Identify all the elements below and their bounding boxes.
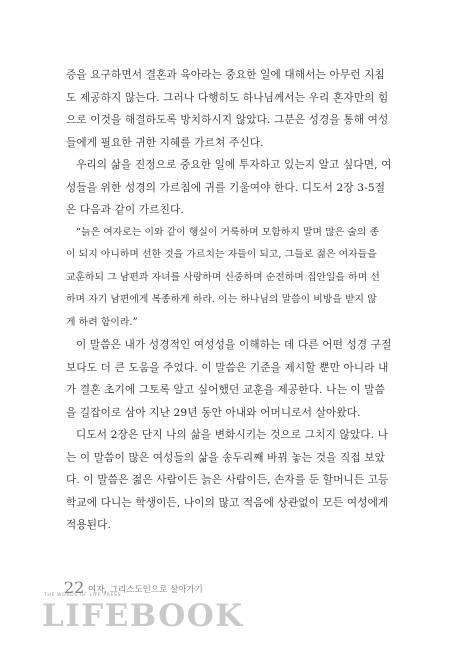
text-line: 이 말씀은 내가 성경적인 여성성을 이해하는 데 다른 어떤 성경 구절 — [76, 339, 392, 351]
lifebook-logo: LIFEBOOK — [42, 598, 244, 634]
scripture-quote — [66, 222, 406, 335]
text-line: 적용된다. — [66, 519, 112, 531]
text-line: 증을 요구하면서 결혼과 육아라는 중요한 일에 대해서는 아무런 지침 — [66, 69, 385, 81]
quote-line: “늙은 여자로는 이와 같이 행실이 거룩하며 모함하지 말며 많은 술의 종 — [76, 226, 380, 238]
text-line: 들에게 필요한 귀한 지혜를 가르쳐 주신다. — [66, 136, 264, 149]
paragraph — [66, 154, 406, 222]
paragraph-continued — [66, 64, 406, 154]
text-line: 다. 이 말씀은 젊은 사람이든 늙은 사람이든, 손자를 둔 할머니든 고등 — [66, 474, 389, 486]
paragraph — [66, 424, 406, 537]
page-number: 22 — [64, 578, 85, 597]
quote-line: 교훈하되 그 남편과 자녀를 사랑하며 신중하며 순전하며 집안일을 하며 선 — [66, 271, 380, 283]
book-subtitle: 여자, 그리스도인으로 살아가기 — [88, 585, 203, 595]
page-footer — [44, 578, 344, 634]
text-line: 학교에 다니는 학생이든, 나이의 많고 적음에 상관없이 모든 여성에게 — [66, 496, 389, 509]
publisher-tagline: THE WORDS OF LIFE PRESS — [44, 593, 122, 598]
text-line: 보다도 더 큰 도움을 주었다. 이 말씀은 기준을 제시할 뿐만 아니라 내 — [66, 361, 389, 374]
text-line: 도 제공하지 않는다. 그러나 다행히도 하나님께서는 우리 혼자만의 힘 — [66, 91, 389, 104]
text-line: 가 결혼 초기에 그토록 알고 싶어했던 교훈을 제공한다. 나는 이 말씀 — [66, 384, 386, 396]
text-line: 은 다음과 같이 가르친다. — [66, 204, 184, 216]
text-line: 우리의 삶을 진정으로 중요한 일에 투자하고 있는지 알고 싶다면, 여 — [76, 159, 392, 171]
quote-line: 하며 자기 남편에게 복종하게 하라. 이는 하나님의 말씀이 비방을 받지 않 — [66, 294, 377, 305]
paragraph — [66, 334, 406, 424]
text-line: 성들을 위한 성경의 가르침에 귀를 기울여야 한다. 디도서 2장 3-5절 — [66, 181, 386, 194]
quote-line: 이 되지 아니하며 선한 것을 가르치는 자들이 되고, 그들로 젊은 여자들을 — [66, 249, 377, 260]
quote-line: 게 하려 함이라.” — [66, 316, 138, 328]
body-text — [66, 64, 406, 537]
text-line: 는 이 말씀이 많은 여성들의 삶을 송두리째 바꿔 놓는 것을 직접 보았 — [66, 451, 386, 464]
text-line: 을 길잡이로 삼아 지난 29년 동안 아내와 어머니로서 살아왔다. — [66, 406, 361, 419]
text-line: 으로 이것을 해결하도록 방치하시지 않았다. 그분은 성경을 통해 여성 — [66, 114, 389, 126]
text-line: 디도서 2장은 단지 나의 삶을 변화시키는 것으로 그치지 않았다. 나 — [76, 429, 389, 441]
